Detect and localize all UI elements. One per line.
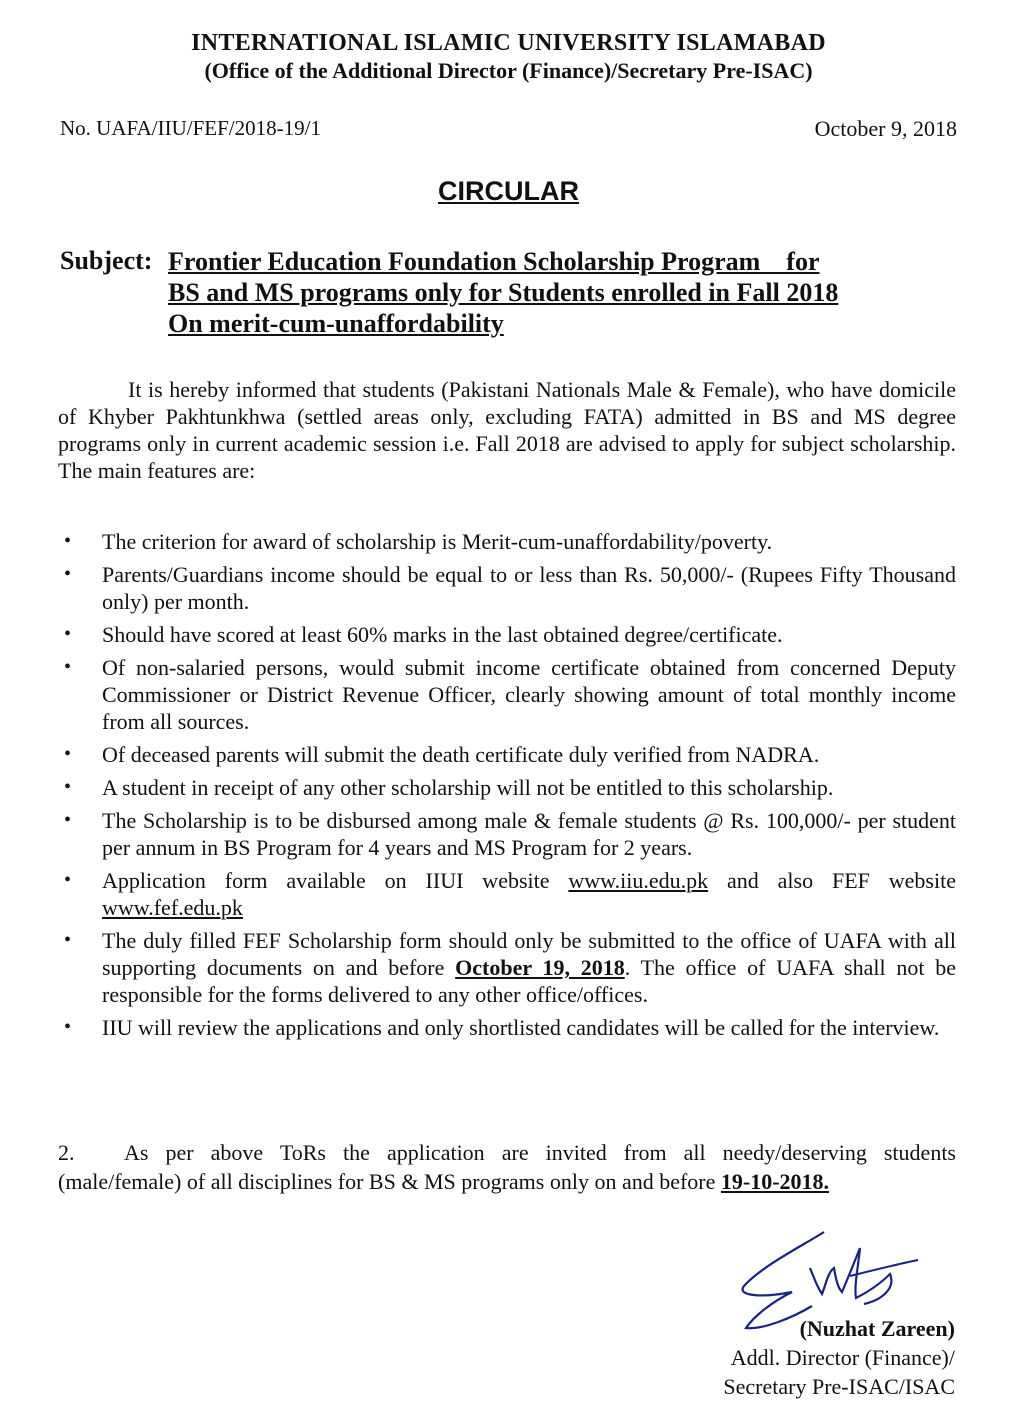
bullet-icon: • xyxy=(64,656,72,678)
intro-paragraph xyxy=(58,376,956,484)
paragraph-number: 2. xyxy=(58,1140,75,1165)
list-item xyxy=(58,528,956,555)
list-item-text: The criterion for award of scholarship is Merit-cum-unaffordability/poverty. xyxy=(102,529,773,554)
list-item-text: IIU will review the applications and only shortlisted candidates will be called for the interview. xyxy=(102,1015,940,1040)
office-name: (Office of the Additional Director (Finance)/Secretary Pre-ISAC) xyxy=(204,58,813,83)
subject-text xyxy=(168,246,938,339)
bullet-icon: • xyxy=(64,563,72,585)
features-list xyxy=(58,528,956,1047)
application-deadline: 19-10-2018. xyxy=(720,1169,830,1194)
submission-deadline: October 19, 2018 xyxy=(455,955,625,980)
paragraph-2 xyxy=(58,1138,956,1196)
fef-website-link[interactable]: www.fef.edu.pk xyxy=(102,895,243,920)
signatory-name: (Nuzhat Zareen) xyxy=(799,1316,955,1341)
list-item xyxy=(58,621,956,648)
university-name: INTERNATIONAL ISLAMIC UNIVERSITY ISLAMABAD xyxy=(191,30,826,56)
list-item xyxy=(58,927,956,1008)
document-title: CIRCULAR xyxy=(438,176,579,206)
list-item-text: . The office of UAFA shall not be responsible for the forms delivered to any other office/offices. xyxy=(102,955,956,1007)
list-item-text: Application form available on IIUI website xyxy=(102,868,569,893)
list-item xyxy=(58,741,956,768)
list-item xyxy=(58,867,956,921)
list-item-text: and also FEF website xyxy=(708,868,956,893)
bullet-icon: • xyxy=(64,809,72,831)
paragraph-2-text: As per above ToRs the application are invited from all needy/deserving students (male/female) of all disciplines for BS & MS programs only on and before xyxy=(58,1140,956,1194)
signatory-designation-2: Secretary Pre-ISAC/ISAC xyxy=(723,1374,955,1399)
bullet-icon: • xyxy=(64,929,72,951)
list-item-text: The duly filled FEF Scholarship form should only be submitted to the office of UAFA with all supporting documents on and before xyxy=(102,928,956,980)
bullet-icon: • xyxy=(64,1016,72,1038)
list-item-text: Should have scored at least 60% marks in the last obtained degree/certificate. xyxy=(102,622,783,647)
list-item-text: A student in receipt of any other scholarship will not be entitled to this scholarship. xyxy=(102,775,834,800)
subject-line-3: On merit-cum-unaffordability xyxy=(168,309,504,338)
circular-date: October 9, 2018 xyxy=(814,116,957,141)
bullet-icon: • xyxy=(64,623,72,645)
subject-line-2: BS and MS programs only for Students enrolled in Fall 2018 xyxy=(168,278,839,307)
list-item xyxy=(58,654,956,735)
subject-label: Subject: xyxy=(60,246,153,275)
bullet-icon: • xyxy=(64,869,72,891)
list-item xyxy=(58,561,956,615)
reference-number: No. UAFA/IIU/FEF/2018-19/1 xyxy=(60,116,321,140)
list-item-text: Of non-salaried persons, would submit income certificate obtained from concerned Deputy Commissioner or District Revenue Officer, clearly showing amount of total monthly income from all sources. xyxy=(102,655,956,734)
iiu-website-link[interactable]: www.iiu.edu.pk xyxy=(568,868,709,893)
list-item-text: Parents/Guardians income should be equal to or less than Rs. 50,000/- (Rupees Fifty Thousand only) per month. xyxy=(102,562,956,614)
list-item xyxy=(58,774,956,801)
intro-text: It is hereby informed that students (Pakistani Nationals Male & Female), who have domicile of Khyber Pakhtunkhwa (settled areas only, excluding FATA) admitted in BS and MS degree programs only in current academic session i.e. Fall 2018 are advised to apply for subject scholarship. The main features are: xyxy=(58,377,956,483)
bullet-icon: • xyxy=(64,776,72,798)
signature-block xyxy=(723,1314,955,1401)
bullet-icon: • xyxy=(64,743,72,765)
subject-line-1: Frontier Education Foundation Scholarship Program for xyxy=(168,247,820,276)
list-item-text: Of deceased parents will submit the death certificate duly verified from NADRA. xyxy=(102,742,820,767)
signatory-designation-1: Addl. Director (Finance)/ xyxy=(730,1345,955,1370)
bullet-icon: • xyxy=(64,530,72,552)
list-item xyxy=(58,1014,956,1041)
list-item-text: The Scholarship is to be disbursed among male & female students @ Rs. 100,000/- per student per annum in BS Program for 4 years and MS Program for 2 years. xyxy=(102,808,956,860)
list-item xyxy=(58,807,956,861)
